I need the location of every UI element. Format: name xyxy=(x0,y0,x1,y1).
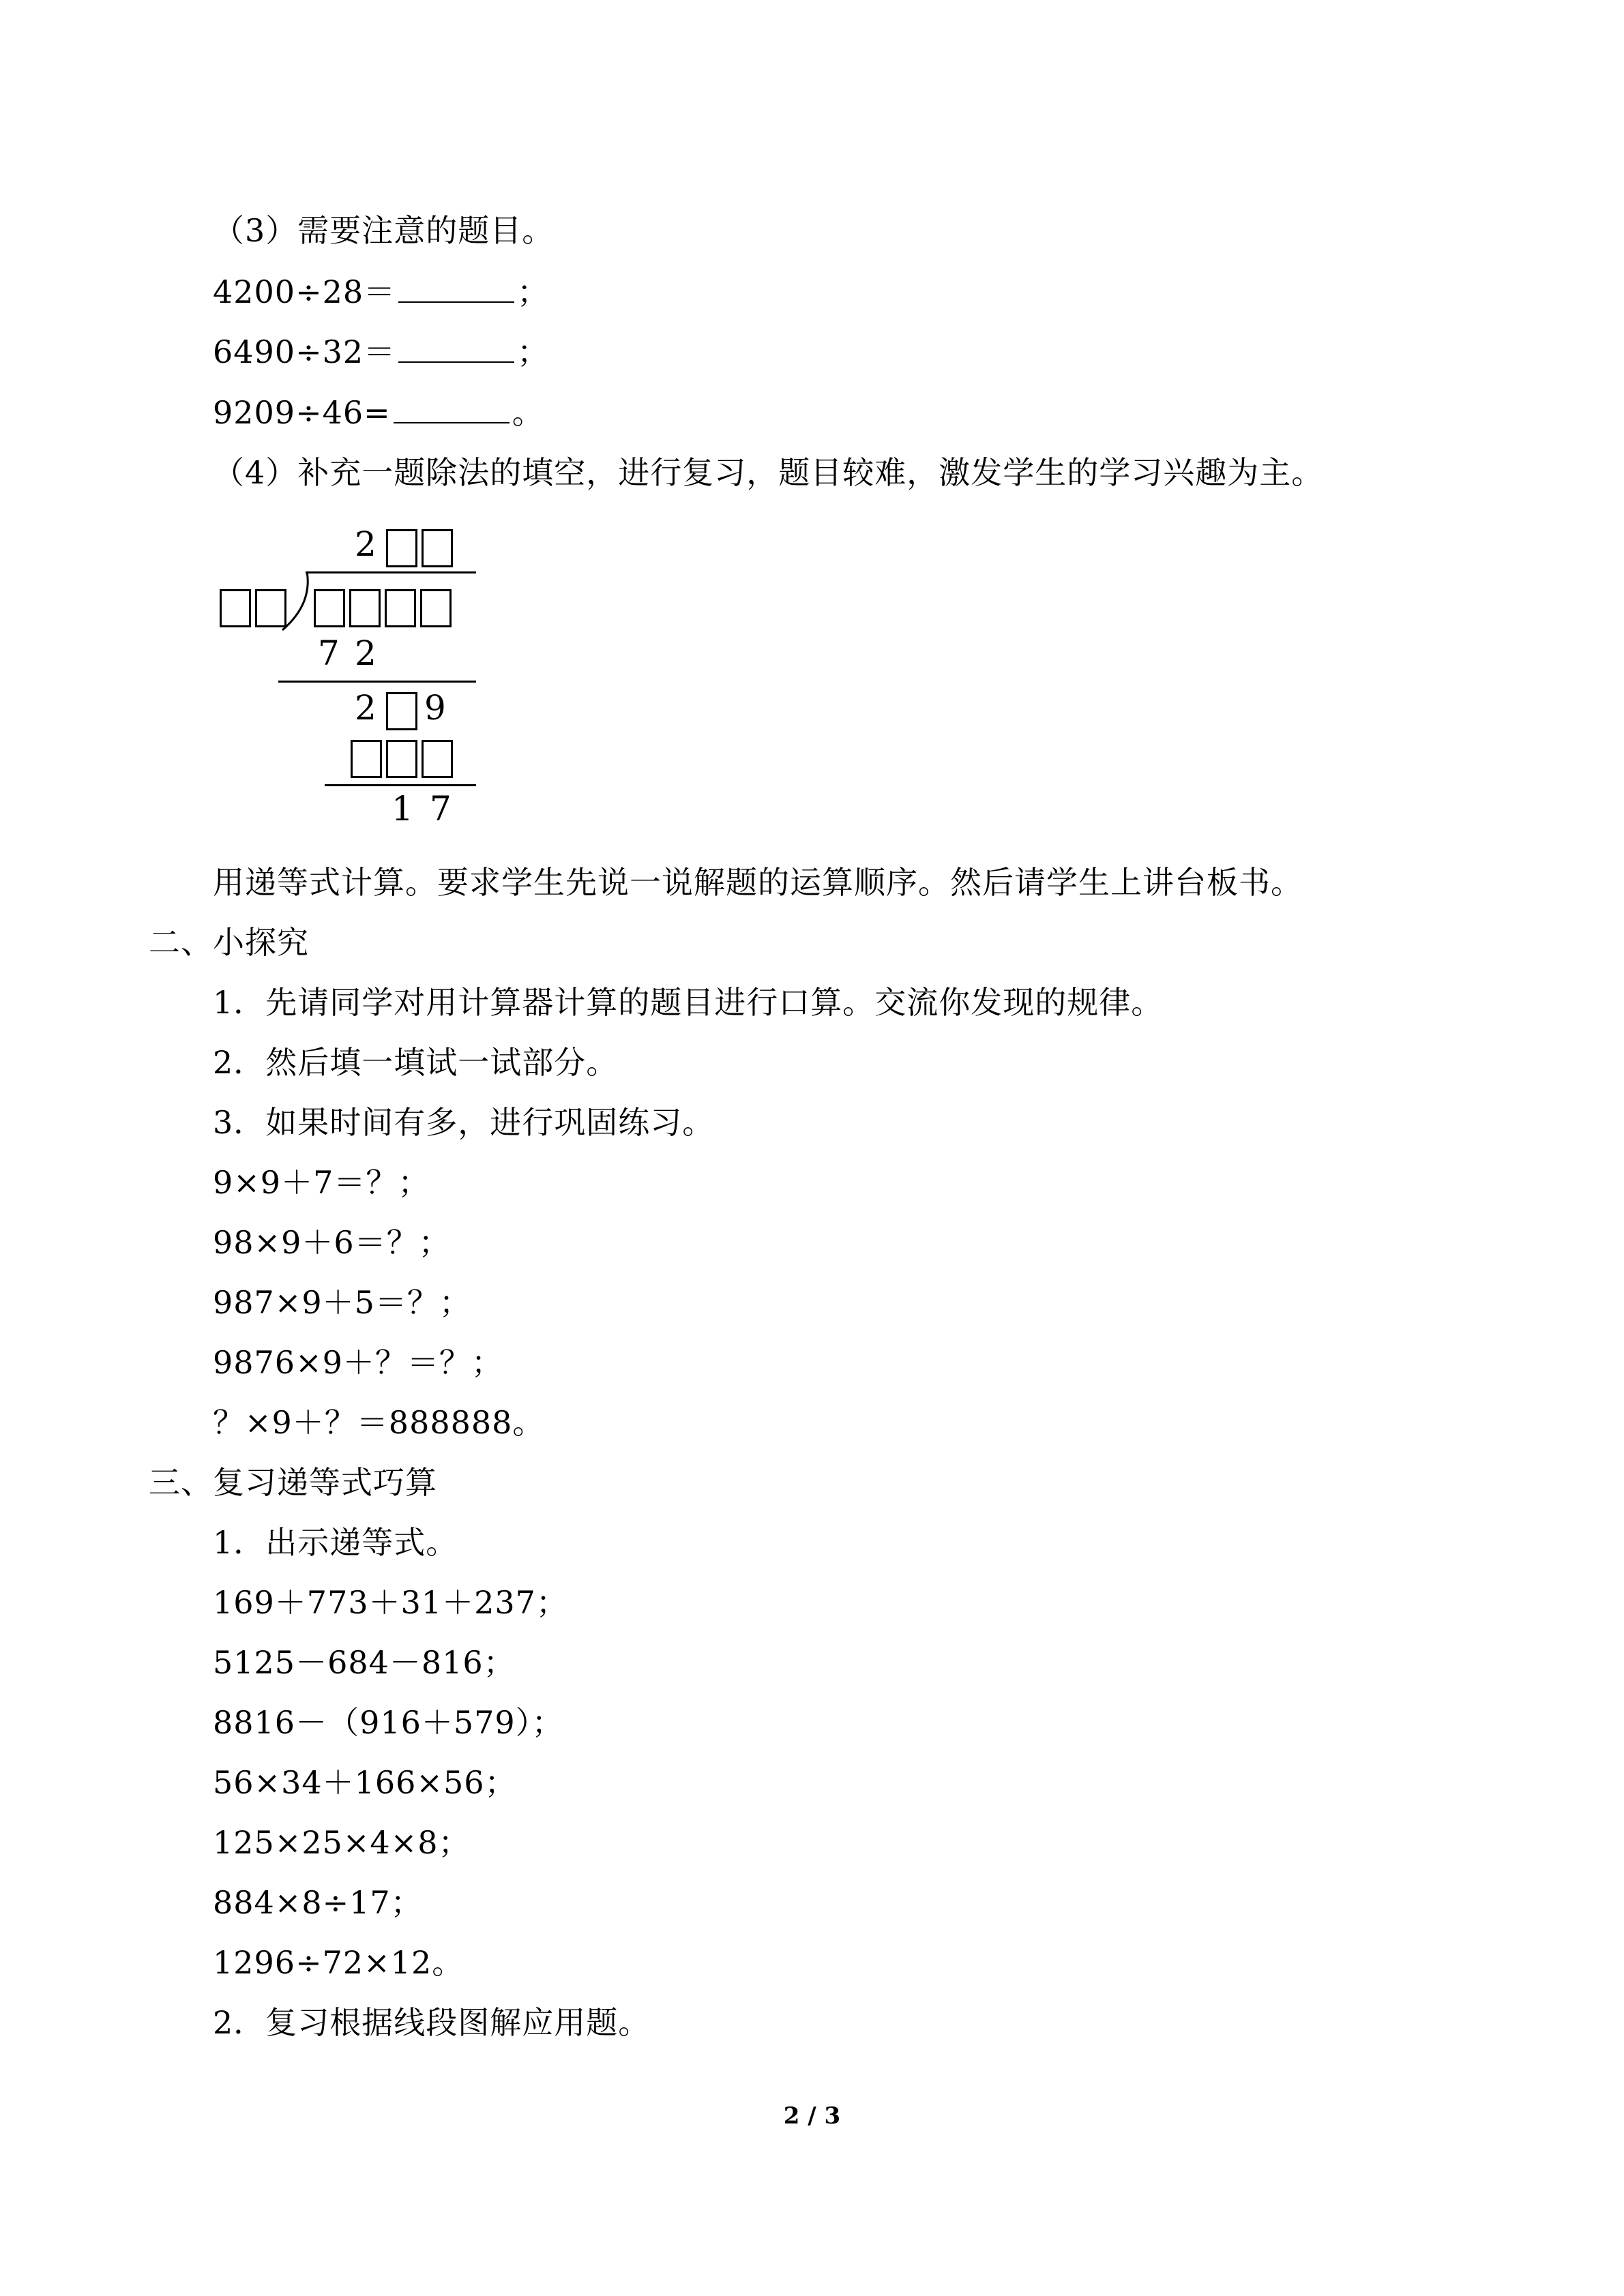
remainder-1-digit: 2 xyxy=(355,688,377,728)
subtraction-line-2 xyxy=(325,784,476,786)
product-2-blank-box xyxy=(351,740,382,778)
section-2-heading: 二、小探究 xyxy=(149,924,309,961)
review-expression: 1296÷72×12。 xyxy=(213,1944,464,1981)
answer-blank-2 xyxy=(398,334,514,363)
remainder-1-digit: 9 xyxy=(424,688,446,728)
practice-expression: 98×9＋6＝？； xyxy=(213,1224,451,1261)
page-number: 2 / 3 xyxy=(783,2102,841,2130)
review-expression: 5125－684－816； xyxy=(213,1644,516,1681)
practice-expression: 9×9＋7＝？； xyxy=(213,1164,430,1201)
review-expression: 884×8÷17； xyxy=(213,1884,423,1921)
product-1-digit: 2 xyxy=(355,633,377,673)
item-3-heading: （3）需要注意的题目。 xyxy=(213,212,555,249)
practice-expression: ？×9＋？＝888888。 xyxy=(213,1404,545,1441)
section-3-step-1: 1．出示递等式。 xyxy=(213,1524,458,1561)
division-exercise-3 xyxy=(213,393,544,432)
product-2-blank-box xyxy=(386,740,417,778)
exercise-1-expression: 4200÷28＝ xyxy=(213,273,396,310)
instruction-text: 用递等式计算。要求学生先说一说解题的运算顺序。然后请学生上讲台板书。 xyxy=(213,864,1303,901)
dividend-blank-box xyxy=(420,589,452,627)
section-2-step-2: 2．然后填一填试一试部分。 xyxy=(213,1044,619,1081)
product-2-blank-box xyxy=(422,740,453,778)
dividend-blank-box xyxy=(349,589,381,627)
remainder-blank-box xyxy=(386,692,417,730)
review-expression: 125×25×4×8； xyxy=(213,1824,471,1861)
section-2-step-3: 3．如果时间有多，进行巩固练习。 xyxy=(213,1104,715,1141)
product-1-digit: 7 xyxy=(318,633,340,673)
subtraction-line-1 xyxy=(278,681,476,683)
exercise-3-expression: 9209÷46= xyxy=(213,394,391,431)
quotient-digit: 2 xyxy=(355,524,377,564)
review-expression: 169＋773＋31＋237； xyxy=(213,1584,568,1621)
quotient-blank-box xyxy=(422,529,453,567)
practice-expression: 9876×9＋？＝？； xyxy=(213,1344,503,1381)
quotient-blank-box xyxy=(386,529,417,567)
exercise-1-punct: ； xyxy=(517,273,550,310)
divisor-blank-box xyxy=(220,589,251,627)
section-2-step-1: 1．先请同学对用计算器计算的题目进行口算。交流你发现的规律。 xyxy=(213,984,1164,1021)
exercise-2-punct: ； xyxy=(517,333,550,370)
dividend-blank-box xyxy=(385,589,416,627)
division-bar xyxy=(306,571,476,573)
dividend-blank-box xyxy=(314,589,345,627)
practice-expression: 987×9＋5＝？； xyxy=(213,1284,471,1321)
review-expression: 56×34＋166×56； xyxy=(213,1764,517,1801)
division-exercise-2 xyxy=(213,333,549,371)
item-4-heading: （4）补充一题除法的填空，进行复习，题目较难，激发学生的学习兴趣为主。 xyxy=(213,454,1324,491)
divisor-blank-box xyxy=(255,589,286,627)
final-remainder-digit: 1 xyxy=(392,789,413,829)
answer-blank-1 xyxy=(398,274,514,303)
exercise-3-punct: 。 xyxy=(512,394,544,431)
review-expression: 8816－（916＋579）； xyxy=(213,1704,564,1741)
section-3-heading: 三、复习递等式巧算 xyxy=(149,1464,437,1501)
answer-blank-3 xyxy=(394,395,510,423)
final-remainder-digit: 7 xyxy=(430,789,452,829)
exercise-2-expression: 6490÷32＝ xyxy=(213,333,396,370)
division-exercise-1 xyxy=(213,273,549,311)
section-3-step-2: 2．复习根据线段图解应用题。 xyxy=(213,2004,651,2041)
